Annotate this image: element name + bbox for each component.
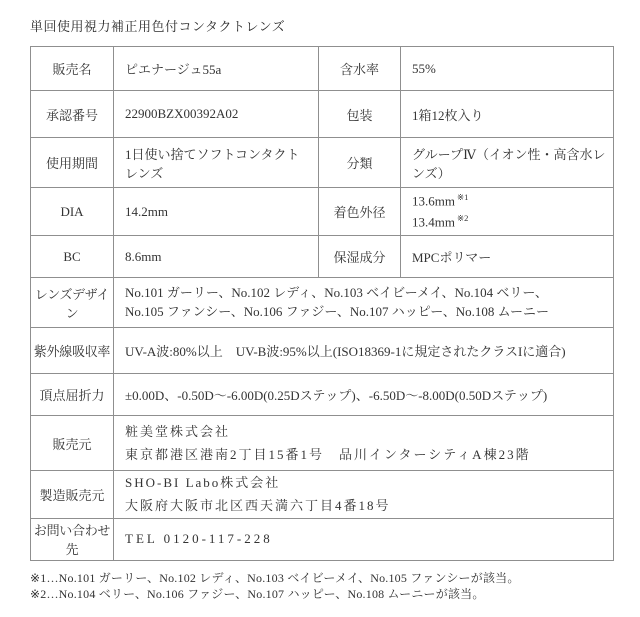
- row-value-colored-diameter: [401, 188, 614, 236]
- row-label: 包装: [319, 91, 401, 138]
- table-row: [31, 138, 614, 188]
- row-label: 着色外径: [319, 188, 401, 236]
- row-label: 保湿成分: [319, 236, 401, 278]
- row-value: 1日使い捨てソフトコンタクトレンズ: [114, 138, 319, 188]
- table-row: [31, 374, 614, 416]
- row-label: DIA: [31, 188, 114, 236]
- table-row: [31, 416, 614, 471]
- row-label: 含水率: [319, 47, 401, 91]
- lens-design-line-2: No.105 ファンシー、No.106 ファジー、No.107 ハッピー、No.108 ムーニー: [125, 303, 549, 319]
- row-label: 販売名: [31, 47, 114, 91]
- row-value: 22900BZX00392A02: [114, 91, 319, 138]
- row-label: 使用期間: [31, 138, 114, 188]
- table-row: [31, 471, 614, 519]
- distributor-name: 粧美堂株式会社: [125, 423, 231, 439]
- table-row: [31, 328, 614, 374]
- table-row: [31, 518, 614, 560]
- row-label: BC: [31, 236, 114, 278]
- row-value: 55%: [401, 47, 614, 91]
- row-value-uv-absorption: UV-A波:80%以上 UV-B波:95%以上(ISO18369-1に規定されたクラスIに適合): [114, 328, 614, 374]
- footnote-marker: ※2: [456, 212, 469, 223]
- row-value-distributor: [114, 416, 614, 471]
- row-label: 紫外線吸収率: [31, 328, 114, 374]
- page-title: 単回使用視力補正用色付コンタクトレンズ: [30, 19, 286, 34]
- row-label: 承認番号: [31, 91, 114, 138]
- row-value-power-range: ±0.00D、-0.50D～-6.00D(0.25Dステップ)、-6.50D～-8.00D(0.50Dステップ): [114, 374, 614, 416]
- row-value-lens-designs: [114, 278, 614, 328]
- table-row: [31, 47, 614, 91]
- footnote-line: ※2…No.104 ベリー、No.106 ファジー、No.107 ハッピー、No.108 ムーニーが該当。: [30, 586, 485, 601]
- row-value-manufacturer: [114, 471, 614, 519]
- footnote-marker: ※1: [456, 192, 469, 203]
- row-label: 頂点屈折力: [31, 374, 114, 416]
- table-row: [31, 278, 614, 328]
- row-value: 8.6mm: [114, 236, 319, 278]
- row-value: 14.2mm: [114, 188, 319, 236]
- table-row: [31, 236, 614, 278]
- row-label: レンズデザイン: [31, 278, 114, 328]
- spec-table: [30, 46, 614, 561]
- row-value: MPCポリマー: [401, 236, 614, 278]
- row-label: 販売元: [31, 416, 114, 471]
- row-value: グループⅣ（イオン性・高含水レンズ）: [401, 138, 614, 188]
- footnotes: [30, 570, 640, 602]
- manufacturer-address: 大阪府大阪市北区西天満六丁目4番18号: [125, 498, 391, 514]
- row-label: お問い合わせ先: [31, 518, 114, 560]
- table-row: [31, 91, 614, 138]
- diameter-value: 13.6mm: [412, 193, 455, 209]
- row-value: 1箱12枚入り: [401, 91, 614, 138]
- table-row: [31, 188, 614, 236]
- row-value-contact-tel: TEL 0120-117-228: [114, 518, 614, 560]
- manufacturer-name: SHO-BI Labo株式会社: [125, 475, 281, 490]
- row-label: 製造販売元: [31, 471, 114, 519]
- distributor-address: 東京都港区港南2丁目15番1号 品川インターシティA棟23階: [125, 447, 531, 462]
- row-label: 分類: [319, 138, 401, 188]
- row-value: ピエナージュ55a: [114, 47, 319, 91]
- footnote-line: ※1…No.101 ガーリー、No.102 レディ、No.103 ベイビーメイ、No.105 ファンシーが該当。: [30, 570, 520, 585]
- lens-design-line-1: No.101 ガーリー、No.102 レディ、No.103 ベイビーメイ、No.104 ベリー、: [125, 284, 548, 300]
- diameter-line-2: [412, 212, 607, 232]
- diameter-line-1: [412, 191, 607, 211]
- diameter-value: 13.4mm: [412, 213, 455, 229]
